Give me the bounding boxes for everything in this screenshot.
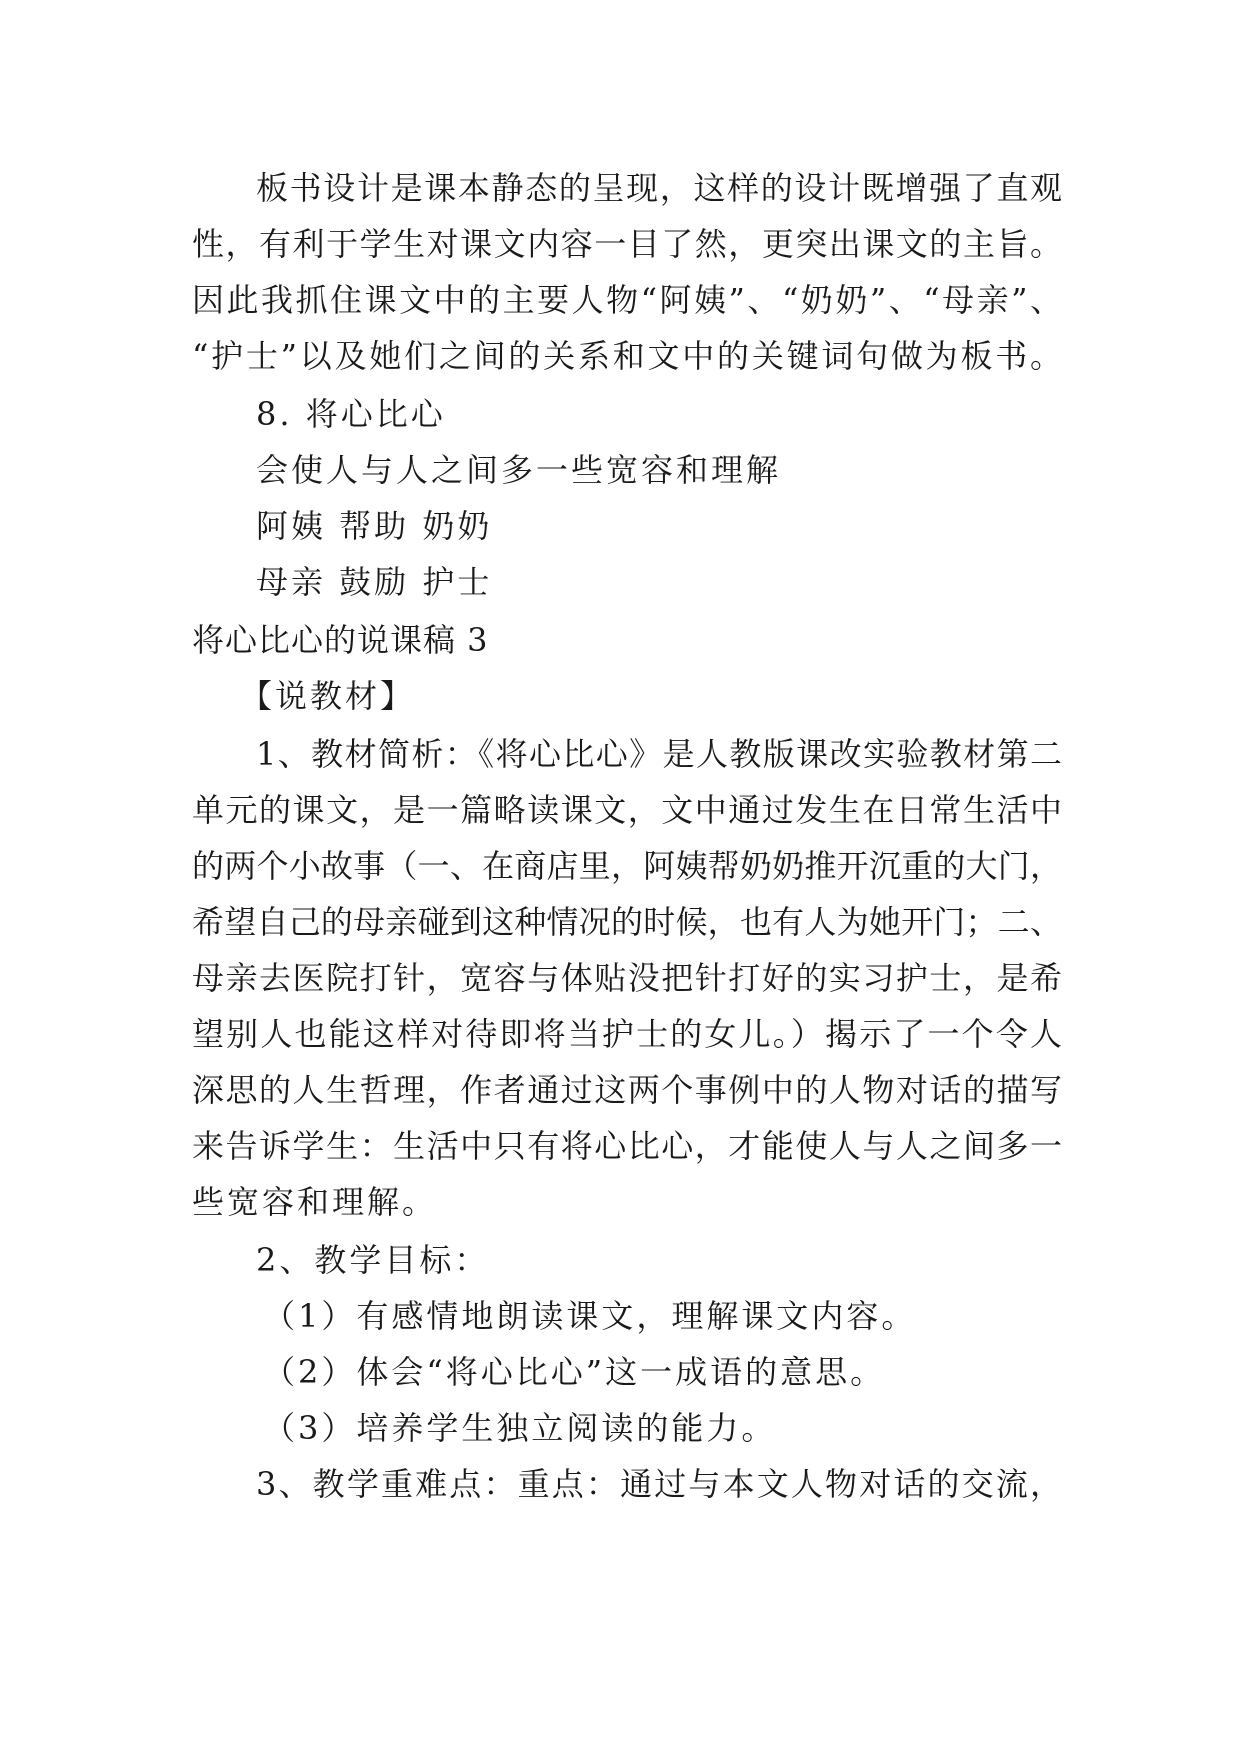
- paragraph-line: 因此我抓住课文中的主要人物“阿姨”、“奶奶”、“母亲”、: [192, 281, 1062, 319]
- paragraph-line: “护士”以及她们之间的关系和文中的关键词句做为板书。: [192, 337, 1062, 375]
- difficulty-line: 3、教学重难点：重点：通过与本文人物对话的交流，: [256, 1465, 1062, 1503]
- goals-heading: 2、教学目标：: [256, 1241, 490, 1279]
- board-row: 阿姨 帮助 奶奶: [256, 507, 493, 545]
- paragraph-line: 单元的课文，是一篇略读课文，文中通过发生在日常生活中: [192, 791, 1062, 829]
- paragraph-line: 性，有利于学生对课文内容一目了然，更突出课文的主旨。: [192, 225, 1062, 263]
- goal-item: （3）培养学生独立阅读的能力。: [263, 1409, 777, 1447]
- board-subtitle: 会使人与人之间多一些宽容和理解: [256, 451, 782, 489]
- goal-item: （2）体会“将心比心”这一成语的意思。: [263, 1353, 886, 1391]
- goal-item: （1）有感情地朗读课文，理解课文内容。: [263, 1297, 917, 1335]
- paragraph-line: 来告诉学生：生活中只有将心比心，才能使人与人之间多一: [192, 1127, 1062, 1165]
- paragraph-line: 板书设计是课本静态的呈现，这样的设计既增强了直观: [256, 169, 1062, 207]
- board-title: 8. 将心比心: [256, 395, 446, 433]
- board-row: 母亲 鼓励 护士: [256, 563, 493, 601]
- paragraph-line: 望别人也能这样对待即将当护士的女儿。）揭示了一个令人: [192, 1015, 1062, 1053]
- section-title: 将心比心的说课稿 3: [192, 621, 489, 659]
- paragraph-line: 1、教材简析：《将心比心》是人教版课改实验教材第二: [256, 735, 1062, 773]
- paragraph-line: 母亲去医院打针，宽容与体贴没把针打好的实习护士，是希: [192, 959, 1062, 997]
- paragraph-line: 些宽容和理解。: [192, 1183, 438, 1221]
- paragraph-line: 希望自己的母亲碰到这种情况的时候，也有人为她开门；二、: [192, 903, 1062, 941]
- paragraph-line: 的两个小故事（一、在商店里，阿姨帮奶奶推开沉重的大门，: [192, 847, 1062, 885]
- section-heading: 【说教材】: [240, 677, 416, 715]
- paragraph-line: 深思的人生哲理，作者通过这两个事例中的人物对话的描写: [192, 1071, 1062, 1109]
